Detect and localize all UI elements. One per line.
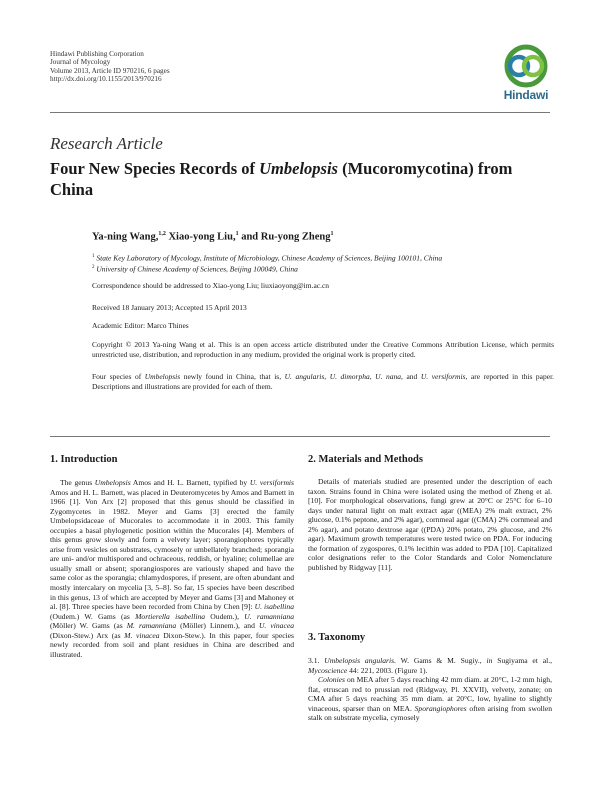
publisher-logo <box>497 44 555 106</box>
species-heading: 3.1. Umbelopsis angularis. W. Gams & M. Sugiy., in Sugiyama et al., Mycoscience 44: 221, 2003. (Figure 1). <box>308 656 553 675</box>
doi-link[interactable]: http://dx.doi.org/10.1155/2013/970216 <box>50 75 162 84</box>
correspondence: Correspondence should be addressed to Xiao-yong Liu; liuxiaoyong@im.ac.cn <box>92 281 330 290</box>
affiliation-item: $^1$ State Key Laboratory of Mycology, Institute of Microbiology, Chinese Academy of Sciences, Beijing 100101, China <box>92 253 443 263</box>
intro-heading: 1. Introduction <box>50 454 118 465</box>
article-type: Research Article <box>50 134 163 153</box>
article-title: Four New Species Records of Umbelopsis (Mucoromycotina) from China <box>50 159 513 199</box>
hindawi-logo-icon <box>497 44 555 88</box>
header-rule <box>50 112 550 113</box>
taxonomy-text <box>308 656 552 723</box>
author-name: and Ru-yong Zheng <box>238 231 331 243</box>
logo-text: Hindawi <box>503 88 549 102</box>
author-name: Ya-ning Wang, <box>92 231 159 243</box>
affiliation-item: $^2$ University of Chinese Academy of Sciences, Beijing 100049, China <box>92 264 298 274</box>
journal-name: Journal of Mycology <box>50 58 111 67</box>
abstract: Four species of Umbelopsis newly found in China, that is, U. angularis, U. dimorpha, U. nana, and U. versiformis, are reported in this paper. Descriptions and illustrations are provided for each of them. <box>92 372 555 391</box>
intro-text: The genus Umbelopsis Amos and H. L. Barnett, typified by U. versiformis Amos and H. L. Barnett, was placed in Deuteromycetes by Amos and Barnett in 1966 [1]. Von Arx [2] proposed that this genus should be classified in Zygomycetes in 1982. Meyer and Gams [3] erected the family Umbelopsidaceae of Mucorales to accommodate it in 2003. This family occupies a basal phylogenetic position within the Mucorales [4]. Members of this genus grow slowly and form a velvety layer; sporangiophores typically arise from vesicles on substrates, cymosely or umbellately branched; sporangia are uni- and/or multispored and ochraceous, reddish, or hyaline; columellae are usually small or absent; sporangiospores are variously shaped and have the same color as the sporangia; chlamydospores, if present, are often abundant and mostly intercalary on mycelia [3, 5–8]. So far, 15 species have been described in this genus, 13 of which are accepted by Meyer and Gams [3] and Mahoney et al. [8]. Three species have been recorded from China by Chen [9]: U. isabellina (Oudem.) W. Gams (as Mortierella isabellina Oudem.), U. ramanniana (Möller) W. Gams (as M. ramanniana (Möller) Linnem.), and U. vinacea (Dixon-Stew.) Arx (as M. vinacea Dixon-Stew.). In this paper, four species newly recorded from soil and plant residues in China are described and illustrated. <box>50 478 295 659</box>
section-divider <box>50 436 550 437</box>
received-dates: Received 18 January 2013; Accepted 15 April 2013 <box>92 303 247 312</box>
taxonomy-heading: 3. Taxonomy <box>308 632 366 643</box>
methods-text: Details of materials studied are presented under the description of each taxon. Strains found in China were isolated using the method of Zheng et al. [10]. For morphological observations, fungi grew at 20°C or 25°C for 6–10 days under natural light on malt extract agar ((MEA) 2% malt extract, 2% glucose, 0.1% peptone, and 2% agar), cornmeal agar ((CMA) 2% cornmeal and 2% agar), and potato dextrose agar ((PDA) 20% potato, 2% glucose, and 2% agar). Maximum growth temperatures were tested twice on PDA. For inducing the formation of zygospores, 0.1% lecithin was added to PDA [10]. Capitalized color designations refer to the Color Standards and Color Nomenclature published by Ridgway [11]. <box>308 477 552 572</box>
author-list: Ya-ning Wang,$^{1,2}$ Xiao-yong Liu,$^1$ and Ru-yong Zheng$^1$ <box>92 231 334 243</box>
journal-header <box>50 50 170 84</box>
affiliations <box>92 252 554 274</box>
author-name: Xiao-yong Liu, <box>165 231 236 243</box>
copyright-notice: Copyright © 2013 Ya-ning Wang et al. This is an open access article distributed under the Creative Commons Attribution License, which permits unrestricted use, distribution, and reproduction in any medium, provided the original work is properly cited. <box>92 340 554 359</box>
publisher-name: Hindawi Publishing Corporation <box>50 50 144 58</box>
volume-line: Volume 2013, Article ID 970216, 6 pages <box>50 66 170 75</box>
species-description: Colonies on MEA after 5 days reaching 42 mm diam. at 20°C, 1-2 mm high, flat, etruscan red to prussian red (Ridgway, Pl. XXVII), velvety, zonate; on CMA after 5 days reaching 35 mm diam. at 20°C, low, hyaline to slightly vinaceous, sparser than on MEA. Sporangiophores often arising from swollen stalk on substrate mycelia, cymosely <box>308 675 553 723</box>
academic-editor: Academic Editor: Marco Thines <box>92 321 189 330</box>
methods-heading: 2. Materials and Methods <box>308 454 423 465</box>
